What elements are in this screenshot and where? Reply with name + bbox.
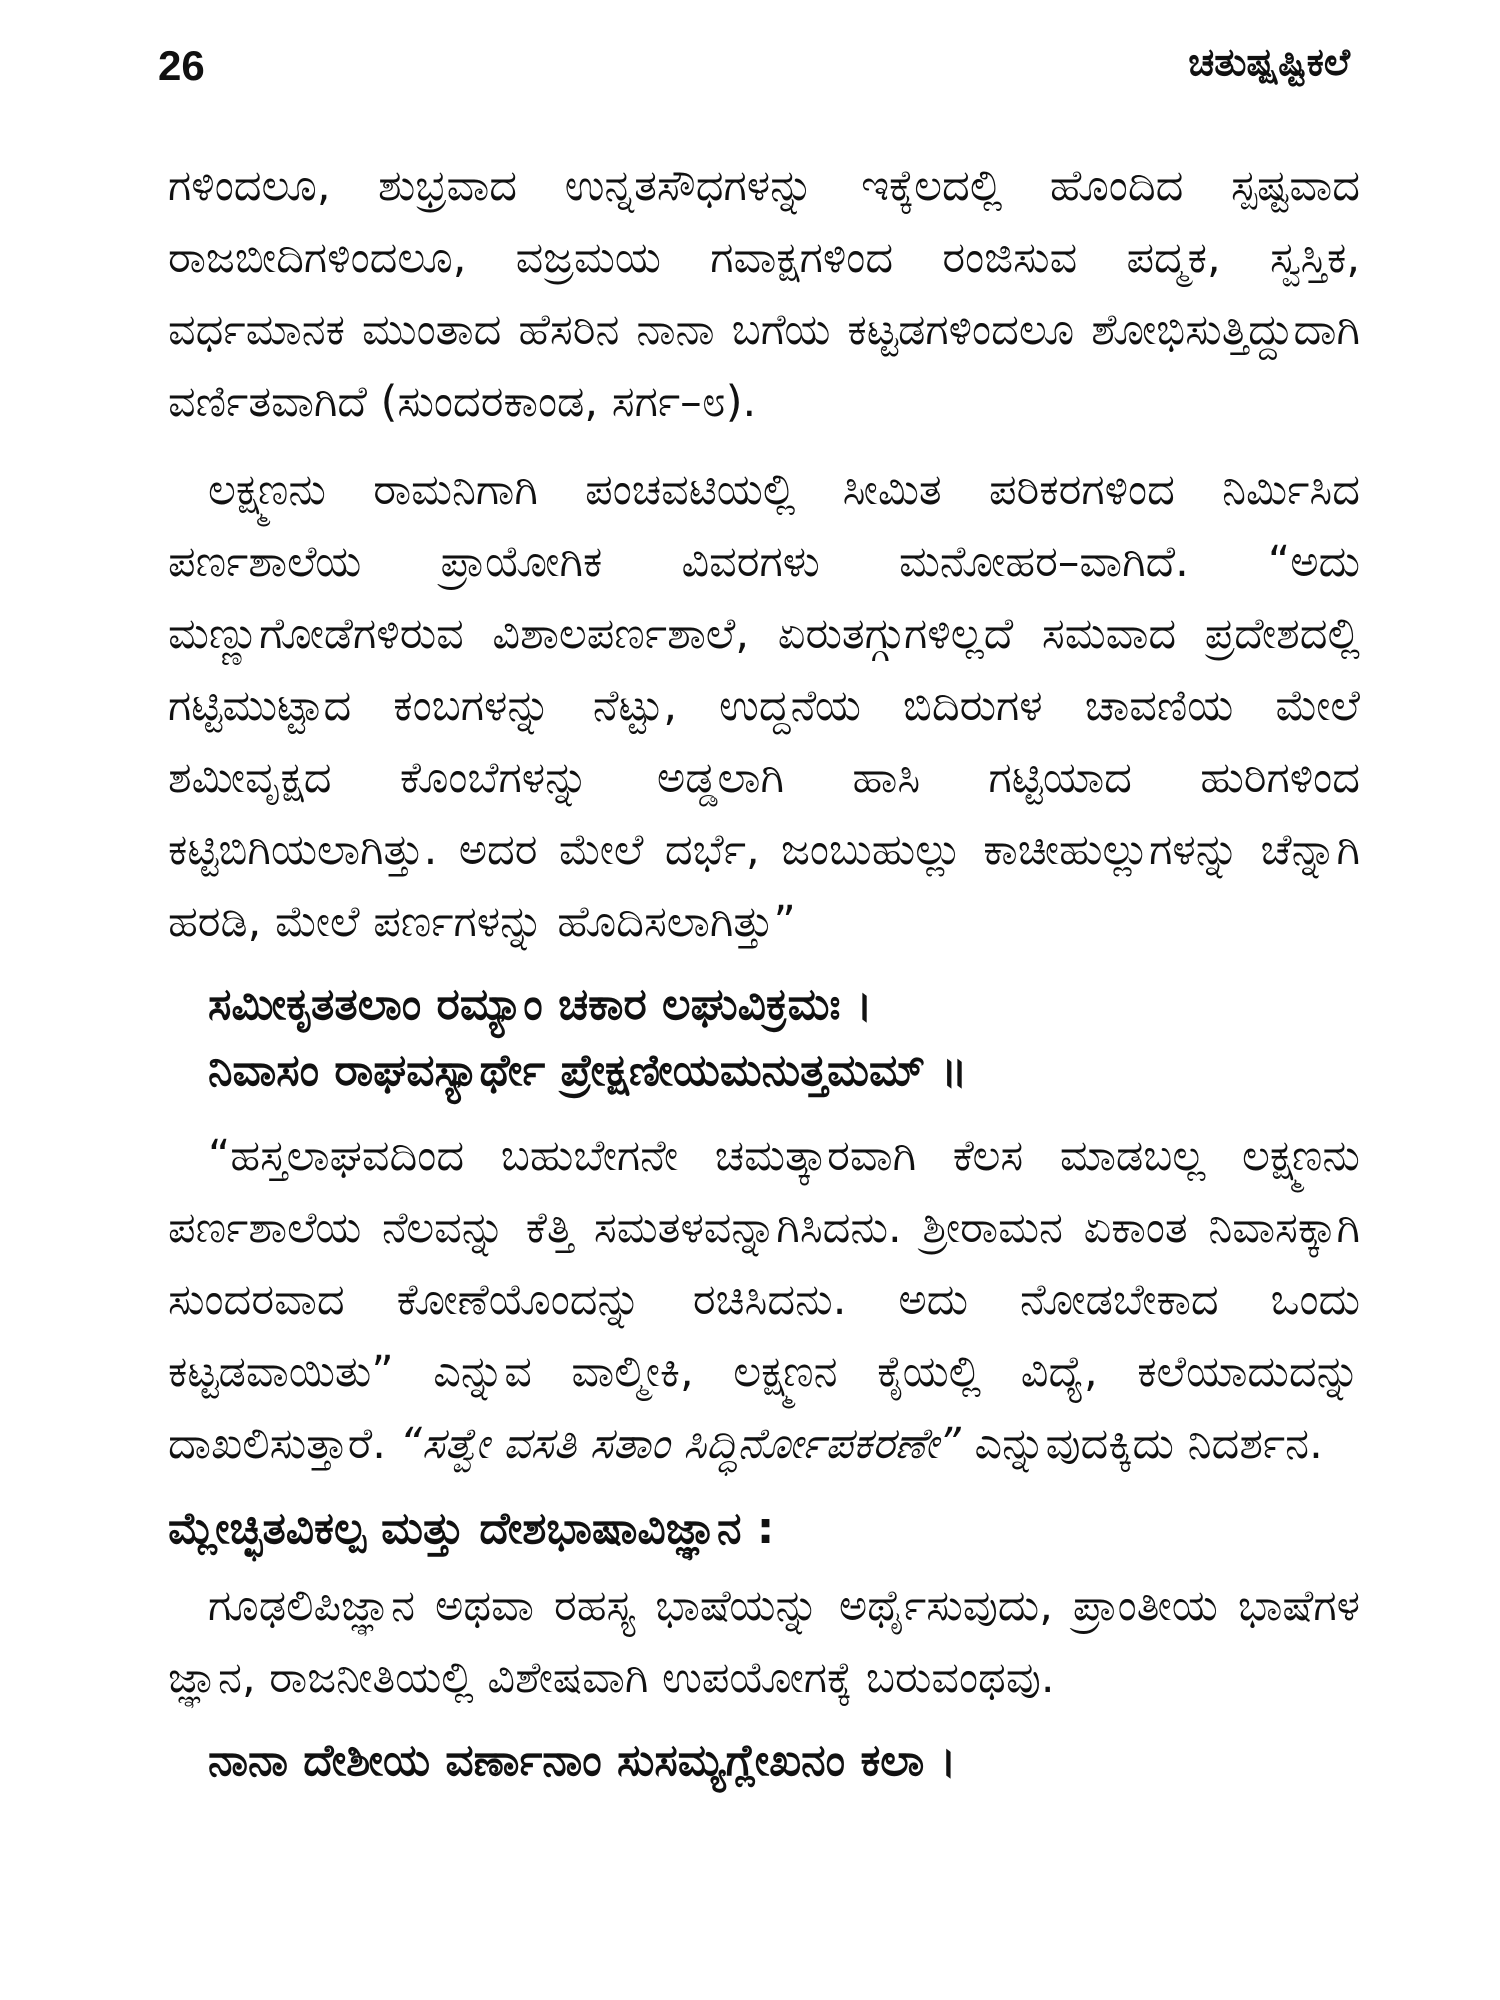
sanskrit-verse-1 bbox=[208, 972, 1360, 1104]
page-number: 26 bbox=[158, 42, 205, 89]
paragraph-3-main: “ಹಸ್ತಲಾಘವದಿಂದ ಬಹುಬೇಗನೇ ಚಮತ್ಕಾರವಾಗಿ ಕೆಲಸ ಮಾಡಬಲ್ಲ ಲಕ್ಷ್ಮಣನು ಪರ್ಣಶಾಲೆಯ ನೆಲವನ್ನು ಕೆತ್ತಿ ಸಮತಳವನ್ನಾಗಿಸಿದನು. ಶ್ರೀರಾಮನ ಏಕಾಂತ ನಿವಾಸಕ್ಕಾಗಿ ಸುಂದರವಾದ ಕೋಣೆಯೊಂದನ್ನು ರಚಿಸಿದನು. ಅದು ನೋಡಬೇಕಾದ ಒಂದು ಕಟ್ಟಡವಾಯಿತು” ಎನ್ನುವ ವಾಲ್ಮೀಕಿ, ಲಕ್ಷ್ಮಣನ ಕೈಯಲ್ಲಿ ವಿದ್ಯೆ, ಕಲೆಯಾದುದನ್ನು ದಾಖಲಿಸುತ್ತಾರೆ. bbox=[168, 1131, 1360, 1469]
page-body bbox=[168, 150, 1360, 1794]
running-title: ಚತುಷ್ಷಷ್ಟಿಕಲೆ bbox=[1188, 40, 1350, 84]
paragraph-1: ಗಳಿಂದಲೂ, ಶುಭ್ರವಾದ ಉನ್ನತಸೌಧಗಳನ್ನು ಇಕ್ಕೆಲದಲ್ಲಿ ಹೊಂದಿದ ಸ್ಪಷ್ಟವಾದ ರಾಜಬೀದಿಗಳಿಂದಲೂ, ವಜ್ರಮಯ ಗವಾಕ್ಷಗಳಿಂದ ರಂಜಿಸುವ ಪದ್ಮಕ, ಸ್ವಸ್ತಿಕ, ವರ್ಧಮಾನಕ ಮುಂತಾದ ಹೆಸರಿನ ನಾನಾ ಬಗೆಯ ಕಟ್ಟಡಗಳಿಂದಲೂ ಶೋಭಿಸುತ್ತಿದ್ದುದಾಗಿ ವರ್ಣಿತವಾಗಿದೆ (ಸುಂದರಕಾಂಡ, ಸರ್ಗ–೮). bbox=[168, 161, 1360, 427]
paragraph-3-tail: ಎನ್ನುವುದಕ್ಕಿದು ನಿದರ್ಶನ. bbox=[960, 1419, 1323, 1469]
verse-line-2: ನಿವಾಸಂ ರಾಘವಸ್ಯಾರ್ಥೇ ಪ್ರೇಕ್ಷಣೀಯಮನುತ್ತಮಮ್ ॥ bbox=[208, 1045, 968, 1096]
section-heading: ಮ್ಲೇಚ್ಛಿತವಿಕಲ್ಪ ಮತ್ತು ದೇಶಭಾಷಾವಿಜ್ಞಾನ : bbox=[168, 1503, 775, 1554]
paragraph-3 bbox=[168, 1120, 1360, 1480]
paragraph-2: ಲಕ್ಷ್ಮಣನು ರಾಮನಿಗಾಗಿ ಪಂಚವಟಿಯಲ್ಲಿ ಸೀಮಿತ ಪರಿಕರಗಳಿಂದ ನಿರ್ಮಿಸಿದ ಪರ್ಣಶಾಲೆಯ ಪ್ರಾಯೋಗಿಕ ವಿವರಗಳು ಮನೋಹರ–ವಾಗಿದೆ. “ಅದು ಮಣ್ಣುಗೋಡೆಗಳಿರುವ ವಿಶಾಲಪರ್ಣಶಾಲೆ, ಏರುತಗ್ಗುಗಳಿಲ್ಲದೆ ಸಮವಾದ ಪ್ರದೇಶದಲ್ಲಿ ಗಟ್ಟಿಮುಟ್ಟಾದ ಕಂಬಗಳನ್ನು ನೆಟ್ಟು, ಉದ್ದನೆಯ ಬಿದಿರುಗಳ ಚಾವಣಿಯ ಮೇಲೆ ಶಮೀವೃಕ್ಷದ ಕೊಂಬೆಗಳನ್ನು ಅಡ್ಡಲಾಗಿ ಹಾಸಿ ಗಟ್ಟಿಯಾದ ಹುರಿಗಳಿಂದ ಕಟ್ಟಿಬಿಗಿಯಲಾಗಿತ್ತು. ಅದರ ಮೇಲೆ ದರ್ಭೆ, ಜಂಬುಹುಲ್ಲು ಕಾಚೀಹುಲ್ಲುಗಳನ್ನು ಚೆನ್ನಾಗಿ ಹರಡಿ, ಮೇಲೆ ಪರ್ಣಗಳನ್ನು ಹೊದಿಸಲಾಗಿತ್ತು” bbox=[168, 465, 1360, 947]
sanskrit-verse-2 bbox=[208, 1728, 1360, 1794]
paragraph-4: ಗೂಢಲಿಪಿಜ್ಞಾನ ಅಥವಾ ರಹಸ್ಯ ಭಾಷೆಯನ್ನು ಅರ್ಥೈಸುವುದು, ಪ್ರಾಂತೀಯ ಭಾಷೆಗಳ ಜ್ಞಾನ, ರಾಜನೀತಿಯಲ್ಲಿ ವಿಶೇಷವಾಗಿ ಉಪಯೋಗಕ್ಕೆ ಬರುವಂಥವು. bbox=[168, 1581, 1360, 1703]
verse-2-line-1: ನಾನಾ ದೇಶೀಯ ವರ್ಣಾನಾಂ ಸುಸಮ್ಯಗ್ಲೇಖನಂ ಕಲಾ । bbox=[208, 1735, 957, 1786]
verse-line-1: ಸಮೀಕೃತತಲಾಂ ರಮ್ಯಾಂ ಚಕಾರ ಲಘುವಿಕ್ರಮಃ । bbox=[208, 979, 873, 1030]
paragraph-3-quote: “ಸತ್ವೇ ವಸತಿ ಸತಾಂ ಸಿದ್ಧಿರ್ನೋಪಕರಣೇ” bbox=[399, 1419, 961, 1469]
